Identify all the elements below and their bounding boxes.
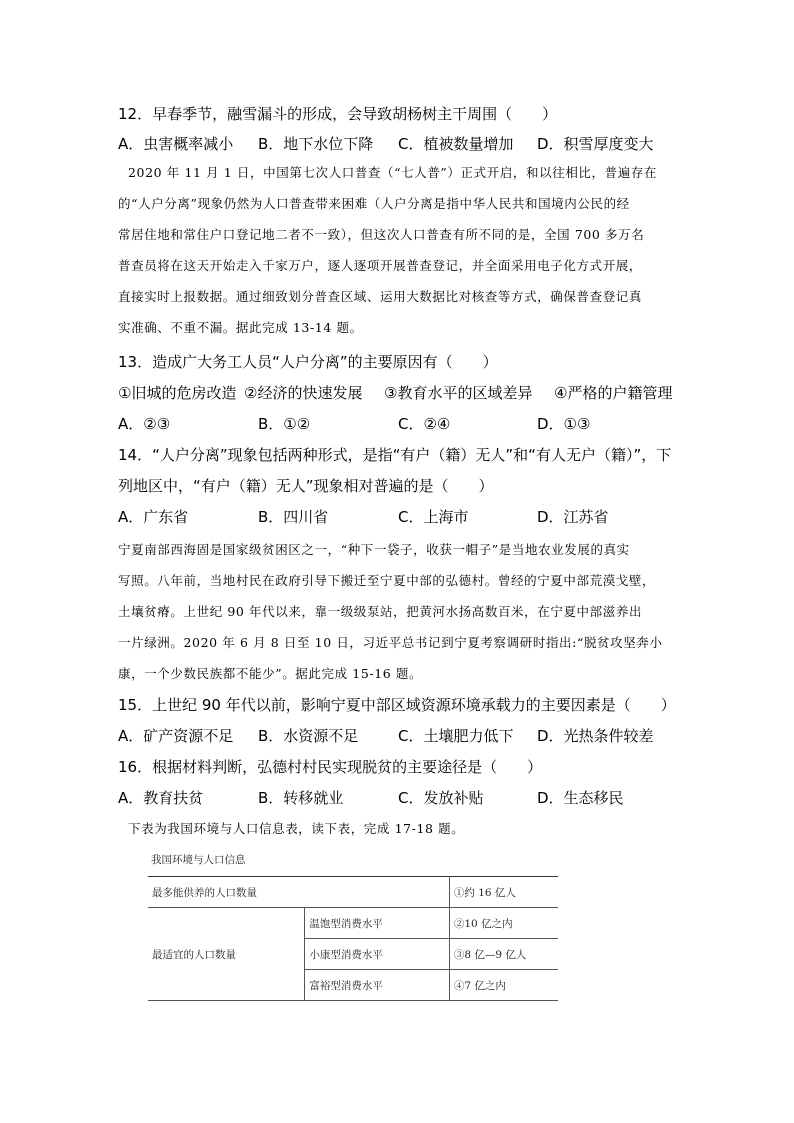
- passage-2-line: 康，一个少数民族都不能少”。据此完成 15-16 题。: [118, 666, 423, 681]
- option-c: C．上海市: [398, 508, 469, 526]
- option-d: D．积雪厚度变大: [537, 135, 654, 153]
- option-b: B．转移就业: [258, 789, 344, 807]
- option-c: C．土壤肥力低下: [398, 727, 514, 745]
- table-cell: ①约 16 亿人: [449, 877, 558, 908]
- question-14-options: [118, 507, 688, 527]
- option-d: D．生态移民: [537, 789, 624, 807]
- table-cell: 富裕型消费水平: [305, 970, 450, 1001]
- passage-2-line: 一片绿洲。2020 年 6 月 8 日至 10 日，习近平总书记到宁夏考察调研时指出:“脱贫攻坚奔小: [118, 635, 663, 650]
- option-a: A．矿产资源不足: [118, 727, 234, 745]
- question-15-stem: 15．上世纪 90 年代以前，影响宁夏中部区域资源环境承载力的主要因素是（ ）: [118, 696, 676, 714]
- table-row: [148, 908, 558, 939]
- question-15-options: [118, 726, 688, 746]
- option-b: B．四川省: [258, 508, 329, 526]
- table-cell: ③8 亿—9 亿人: [449, 939, 558, 970]
- passage-1-line: 普查员将在这天开始走入千家万户，逐人逐项开展普查登记，并全面采用电子化方式开展，: [118, 258, 643, 273]
- option-c: C．②④: [398, 415, 451, 433]
- option-d: D．江苏省: [537, 508, 609, 526]
- option-c: C．发放补贴: [398, 789, 484, 807]
- option-b: B．①②: [258, 415, 311, 433]
- option-a: A．虫害概率减小: [118, 135, 234, 153]
- table-cell: 温饱型消费水平: [305, 908, 450, 939]
- question-14-stem-cont: 列地区中，“有户（籍）无人”现象相对普遍的是（ ）: [118, 477, 494, 495]
- option-a: A．②③: [118, 415, 171, 433]
- option-d: D．光热条件较差: [537, 727, 654, 745]
- question-16-stem: 16．根据材料判断，弘德村村民实现脱贫的主要途径是（ ）: [118, 758, 543, 776]
- choice-3: ③教育水平的区域差异: [384, 384, 533, 402]
- question-13-options: [118, 414, 688, 434]
- option-b: B．水资源不足: [258, 727, 359, 745]
- passage-2-line: 土壤贫瘠。上世纪 90 年代以来，靠一级级泵站，把黄河水扬高数百米，在宁夏中部滋养出: [118, 604, 643, 619]
- table-cell: 小康型消费水平: [305, 939, 450, 970]
- option-a: A．教育扶贫: [118, 789, 204, 807]
- passage-2-line: 写照。八年前，当地村民在政府引导下搬迁至宁夏中部的弘德村。曾经的宁夏中部荒漠戈壁，: [118, 573, 656, 588]
- passage-2-line: 宁夏南部西海固是国家级贫困区之一，“种下一袋子，收获一帽子”是当地农业发展的真实: [118, 542, 630, 557]
- passage-1-line: 实准确、不重不漏。据此完成 13-14 题。: [118, 320, 363, 335]
- table-row: [148, 877, 558, 908]
- table-cell: ④7 亿之内: [449, 970, 558, 1001]
- question-16-options: [118, 788, 688, 808]
- table-cell: 最多能供养的人口数量: [148, 877, 449, 908]
- table-title: 我国环境与人口信息: [151, 854, 246, 866]
- question-12-options: [118, 134, 688, 154]
- question-13-stem: 13．造成广大务工人员“人户分离”的主要原因有（ ）: [118, 353, 498, 371]
- table-cell: ②10 亿之内: [449, 908, 558, 939]
- table-intro: 下表为我国环境与人口信息表，读下表，完成 17-18 题。: [128, 821, 465, 836]
- option-b: B．地下水位下降: [258, 135, 374, 153]
- choice-2: ②经济的快速发展: [244, 384, 363, 402]
- choice-4: ④严格的户籍管理: [554, 384, 673, 402]
- passage-1-line: 直接实时上报数据。通过细致划分普查区域、运用大数据比对核查等方式，确保普查登记真: [118, 289, 643, 304]
- question-14-stem: 14．“人户分离”现象包括两种形式，是指“有户（籍）无人”和“有人无户（籍）”，下: [118, 446, 672, 464]
- passage-1-line: 2020 年 11 月 1 日，中国第七次人口普查（“七人普”）正式开启，和以往相比，普遍存在: [128, 165, 658, 180]
- question-13-choices: [118, 383, 688, 403]
- passage-1-line: 常居住地和常住户口登记地二者不一致），但这次人口普查有所不同的是，全国 700 多万名: [118, 227, 645, 242]
- passage-1-line: 的“人户分离”现象仍然为人口普查带来困难（人户分离是指中华人民共和国境内公民的经: [118, 196, 630, 211]
- option-d: D．①③: [537, 415, 591, 433]
- question-12-stem: 12．早春季节，融雪漏斗的形成，会导致胡杨树主干周围（ ）: [118, 105, 558, 123]
- option-a: A．广东省: [118, 508, 189, 526]
- option-c: C．植被数量增加: [398, 135, 514, 153]
- choice-1: ①旧城的危房改造: [118, 384, 237, 402]
- info-table: [148, 876, 558, 1001]
- table-cell: 最适宜的人口数量: [148, 908, 305, 1001]
